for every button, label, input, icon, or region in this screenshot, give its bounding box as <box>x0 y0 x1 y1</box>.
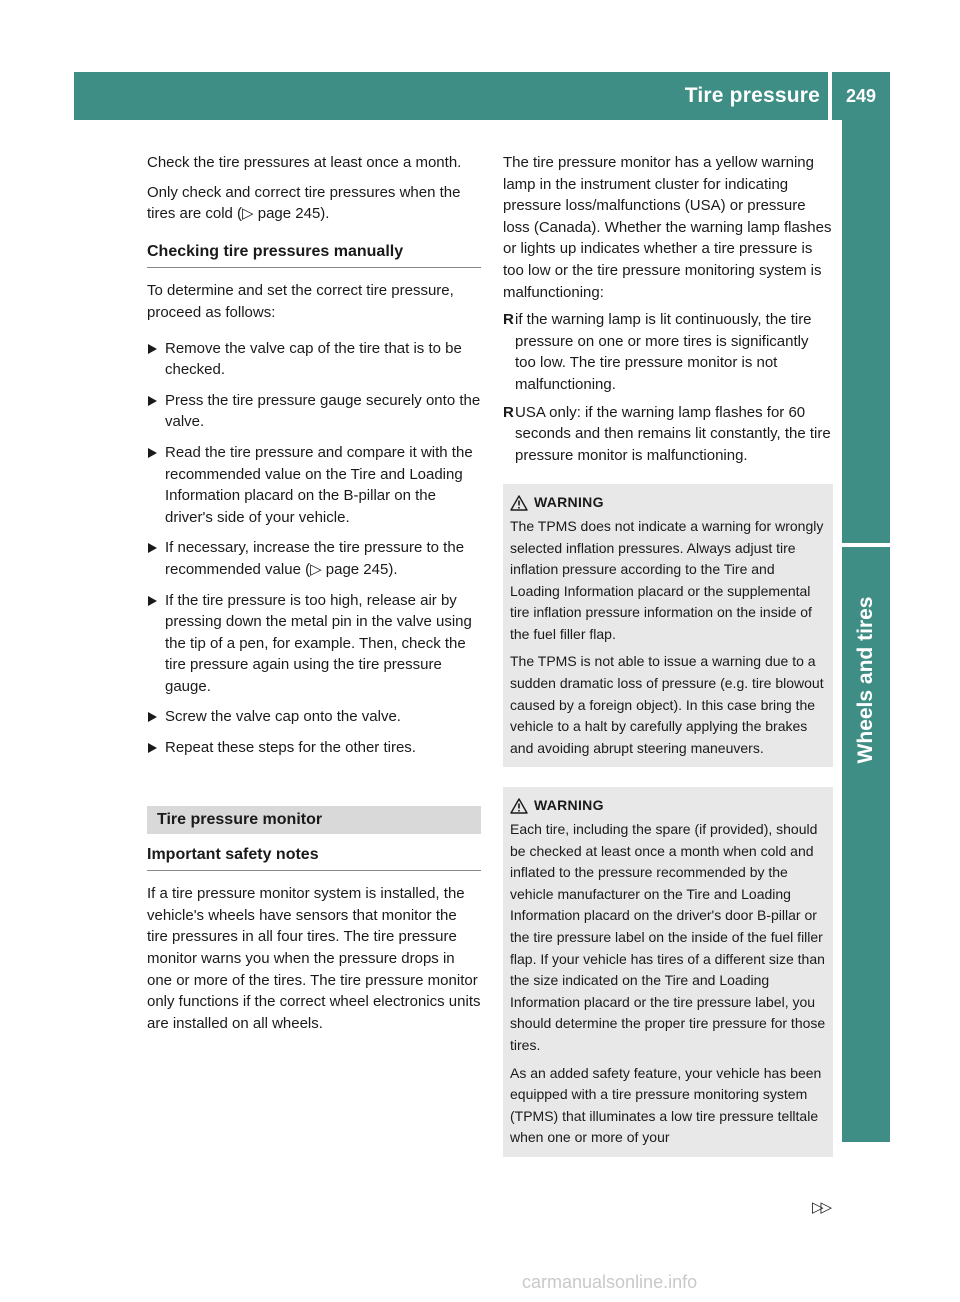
step-text: Press the tire pressure gauge securely onto the valve. <box>165 391 481 431</box>
page-title: Tire pressure <box>684 84 820 107</box>
continue-marker: ▷▷ <box>812 1199 830 1216</box>
arrow-icon <box>148 396 157 406</box>
left-column <box>147 152 481 1042</box>
header-divider <box>828 72 832 120</box>
intro-paragraph: Only check and correct tire pressures when the tires are cold (▷ page 245). <box>147 183 461 223</box>
warning-paragraph: Each tire, including the spare (if provided), should be checked at least once a month when cold and inflated to the pressure recommended by the vehicle manufacturer on the Tire and Loading Information placard on the driver's door B-pillar or the tire pressure label on the inside of the fuel filler flap. If your vehicle has tires of a different size than the size indicated on the Tire and Loading Information placard or the tire pressure label, you should determine the proper tire pressure for those tires. <box>510 821 826 1053</box>
bullet-text: if the warning lamp is lit continuously, the tire pressure on one or more tires is significantly too low. The tire pressure monitor is not malfunctioning. <box>515 311 812 393</box>
warning-paragraph: As an added safety feature, your vehicle has been equipped with a tire pressure monitoring system (TPMS) that illuminates a low tire pressure telltale when one or more of your <box>510 1064 822 1146</box>
warning-box <box>503 484 833 767</box>
watermark: carmanualsonline.info <box>522 1272 698 1292</box>
step-item <box>147 537 481 580</box>
monitor-intro: The tire pressure monitor has a yellow warning lamp in the instrument cluster for indicating pressure loss/malfunctions (USA) or pressure loss (Canada). Whether the warning lamp flashes or lights up indicates whether a tire pressure is too low or the tire pressure monitoring system is malfunctioning: <box>503 154 832 301</box>
step-text: If necessary, increase the tire pressure to the recommended value (▷ page 245). <box>165 539 465 578</box>
step-text: Read the tire pressure and compare it with the recommended value on the Tire and Loading Information placard on the B-pillar on the driver's side of your vehicle. <box>165 443 473 526</box>
step-text: Remove the valve cap of the tire that is to be checked. <box>165 339 462 379</box>
side-tab-label: Wheels and tires <box>854 596 877 764</box>
arrow-icon <box>148 596 157 606</box>
arrow-icon <box>148 344 157 354</box>
safety-notes-text: If a tire pressure monitor system is installed, the vehicle's wheels have sensors that monitor the tire pressures in all four tires. The tire pressure monitor warns you when the pressure drops in one or more of the tires. The tire pressure monitor only functions if the correct wheel electronics units are installed on all wheels. <box>147 885 481 1032</box>
warning-triangle-icon <box>510 495 528 511</box>
step-item <box>147 590 481 698</box>
warning-header <box>510 492 826 514</box>
section-heading-tpms: Tire pressure monitor <box>147 806 481 834</box>
page-number: 249 <box>845 86 877 106</box>
step-text: Repeat these steps for the other tires. <box>165 739 416 757</box>
warning-triangle-icon <box>510 798 528 814</box>
manual-check-heading: Checking tire pressures manually <box>147 241 481 269</box>
arrow-icon <box>148 543 157 553</box>
arrow-icon <box>148 448 157 458</box>
step-text: If the tire pressure is too high, release air by pressing down the metal pin in the valve using the tip of a pen, for example. Then, check the tire pressure again using the tire pressure gauge. <box>165 591 472 695</box>
right-column <box>503 152 833 1157</box>
step-list <box>147 338 481 759</box>
warning-header <box>510 795 826 817</box>
warning-label: WARNING <box>534 494 604 511</box>
lamp-bullet-list <box>503 309 833 466</box>
step-item <box>147 338 481 381</box>
warning-paragraph: The TPMS is not able to issue a warning due to a sudden dramatic loss of pressure (e.g. tire blowout caused by a foreign object). In this case bring the vehicle to a halt by carefully applying the brakes and avoiding abrupt steering maneuvers. <box>510 653 824 756</box>
step-item <box>147 442 481 528</box>
warning-paragraph: The TPMS does not indicate a warning for wrongly selected inflation pressures. Always adjust tire inflation pressure according to the Tire and Loading Information placard or the supplemental tire inflation pressure information on the inside of the fuel filler flap. <box>510 517 824 642</box>
bullet-item <box>503 309 833 395</box>
step-item <box>147 706 481 728</box>
side-tab-divider <box>842 543 890 547</box>
warning-box <box>503 787 833 1157</box>
arrow-icon <box>148 743 157 753</box>
bullet-marker: R <box>503 403 514 421</box>
section-side-tab <box>842 120 890 1142</box>
page-header <box>74 72 890 120</box>
safety-notes-heading: Important safety notes <box>147 844 481 872</box>
bullet-item <box>503 402 833 467</box>
step-item <box>147 390 481 433</box>
arrow-icon <box>148 712 157 722</box>
manual-intro: To determine and set the correct tire pressure, proceed as follows: <box>147 282 454 321</box>
bullet-marker: R <box>503 311 514 329</box>
intro-paragraph: Check the tire pressures at least once a month. <box>147 154 462 171</box>
step-text: Screw the valve cap onto the valve. <box>165 708 401 726</box>
step-item <box>147 737 481 759</box>
bullet-text: USA only: if the warning lamp flashes for 60 seconds and then remains lit constantly, the tire pressure monitor is malfunctioning. <box>515 403 831 464</box>
warning-label: WARNING <box>534 797 604 814</box>
